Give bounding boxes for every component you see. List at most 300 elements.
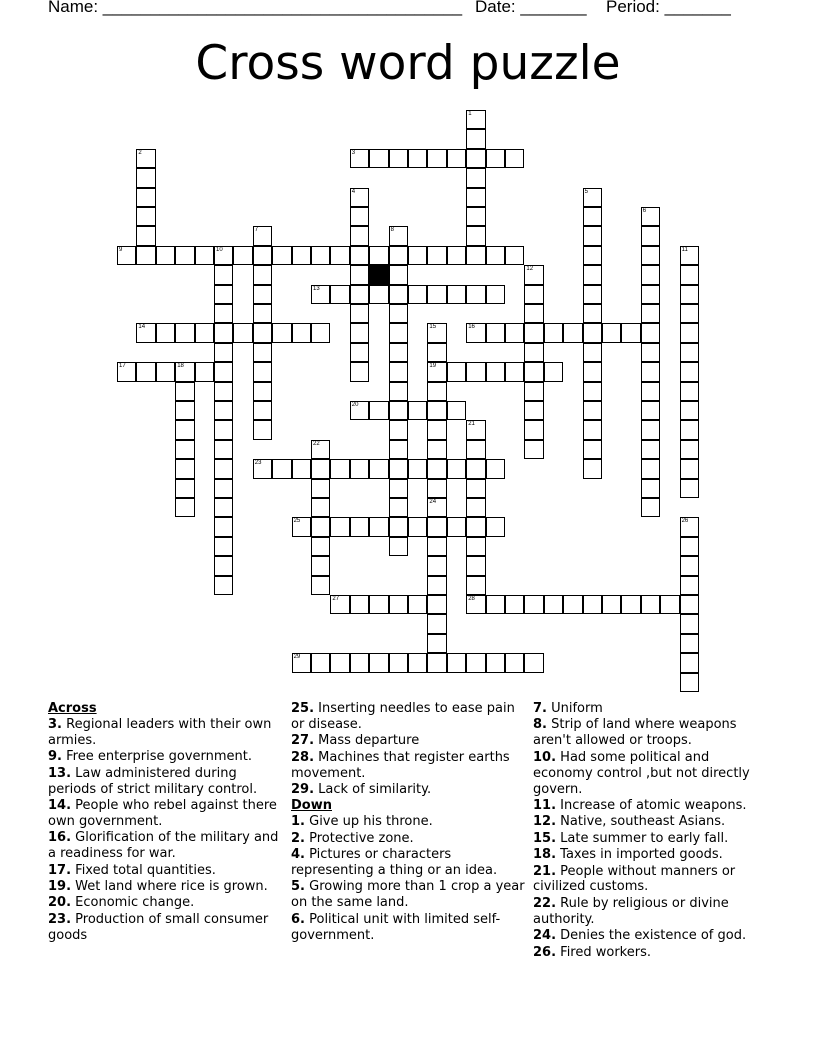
grid-cell[interactable] xyxy=(524,595,543,614)
grid-cell[interactable] xyxy=(505,246,524,265)
grid-cell[interactable] xyxy=(175,498,194,517)
grid-cell[interactable] xyxy=(641,207,660,226)
grid-cell[interactable] xyxy=(156,362,175,381)
grid-cell[interactable] xyxy=(408,459,427,478)
grid-cell[interactable] xyxy=(486,595,505,614)
grid-cell[interactable] xyxy=(214,517,233,536)
clue-text: Glorification of the military and a readiness for war. xyxy=(48,830,279,862)
grid-cell[interactable] xyxy=(311,498,330,517)
grid-cell[interactable] xyxy=(583,595,602,614)
grid-cell[interactable] xyxy=(389,226,408,245)
grid-cell[interactable] xyxy=(136,226,155,245)
grid-cell[interactable] xyxy=(389,440,408,459)
grid-cell[interactable] xyxy=(253,226,272,245)
grid-cell[interactable] xyxy=(214,304,233,323)
grid-cell[interactable] xyxy=(466,207,485,226)
grid-cell[interactable] xyxy=(253,246,272,265)
down-clue xyxy=(291,879,529,911)
clue-number: 21. xyxy=(533,863,557,879)
grid-cell[interactable] xyxy=(447,246,466,265)
grid-cell[interactable] xyxy=(427,595,446,614)
grid-cell[interactable] xyxy=(369,285,388,304)
grid-cell[interactable] xyxy=(156,246,175,265)
grid-cell[interactable] xyxy=(369,401,388,420)
grid-cell[interactable] xyxy=(466,517,485,536)
grid-cell[interactable] xyxy=(408,517,427,536)
grid-cell[interactable] xyxy=(311,653,330,672)
grid-cell[interactable] xyxy=(214,401,233,420)
grid-cell[interactable] xyxy=(311,576,330,595)
grid-cell[interactable] xyxy=(330,459,349,478)
grid-cell[interactable] xyxy=(350,149,369,168)
grid-cell[interactable] xyxy=(447,401,466,420)
grid-cell[interactable] xyxy=(253,323,272,342)
clue-number: 11. xyxy=(533,797,557,813)
grid-cell[interactable] xyxy=(117,362,136,381)
grid-cell[interactable] xyxy=(466,110,485,129)
grid-cell[interactable] xyxy=(175,401,194,420)
grid-cell[interactable] xyxy=(389,517,408,536)
grid-cell[interactable] xyxy=(641,304,660,323)
grid-cell[interactable] xyxy=(214,362,233,381)
grid-cell[interactable] xyxy=(214,343,233,362)
grid-cell[interactable] xyxy=(641,479,660,498)
grid-cell[interactable] xyxy=(641,420,660,439)
grid-cell[interactable] xyxy=(524,285,543,304)
grid-cell[interactable] xyxy=(350,265,369,284)
grid-cell[interactable] xyxy=(389,498,408,517)
grid-cell[interactable] xyxy=(486,323,505,342)
grid-cell[interactable] xyxy=(389,595,408,614)
grid-cell[interactable] xyxy=(427,459,446,478)
grid-cell[interactable] xyxy=(272,323,291,342)
grid-cell[interactable] xyxy=(195,362,214,381)
grid-cell[interactable] xyxy=(447,653,466,672)
clue-number: 5. xyxy=(291,879,305,895)
grid-cell[interactable] xyxy=(660,595,679,614)
grid-cell[interactable] xyxy=(408,246,427,265)
grid-cell[interactable] xyxy=(680,537,699,556)
grid-cell[interactable] xyxy=(253,362,272,381)
grid-cell[interactable] xyxy=(466,498,485,517)
grid-cell[interactable] xyxy=(466,556,485,575)
grid-cell[interactable] xyxy=(505,595,524,614)
grid-cell[interactable] xyxy=(389,304,408,323)
grid-cell[interactable] xyxy=(583,401,602,420)
grid-cell[interactable] xyxy=(524,420,543,439)
grid-cell[interactable] xyxy=(369,517,388,536)
grid-cell[interactable] xyxy=(466,576,485,595)
grid-cell[interactable] xyxy=(311,537,330,556)
grid-cell[interactable] xyxy=(427,382,446,401)
grid-cell[interactable] xyxy=(466,226,485,245)
grid-cell[interactable] xyxy=(680,673,699,692)
grid-cell[interactable] xyxy=(583,246,602,265)
grid-cell[interactable] xyxy=(680,653,699,672)
grid-cell[interactable] xyxy=(524,265,543,284)
grid-cell[interactable] xyxy=(583,207,602,226)
clue-number: 27 xyxy=(332,596,340,602)
grid-cell[interactable] xyxy=(680,634,699,653)
grid-cell[interactable] xyxy=(466,323,485,342)
grid-cell[interactable] xyxy=(330,653,349,672)
grid-cell[interactable] xyxy=(602,595,621,614)
grid-cell[interactable] xyxy=(389,537,408,556)
grid-cell[interactable] xyxy=(350,207,369,226)
grid-cell[interactable] xyxy=(369,246,388,265)
grid-cell[interactable] xyxy=(214,498,233,517)
grid-cell[interactable] xyxy=(466,362,485,381)
grid-cell[interactable] xyxy=(292,653,311,672)
grid-cell[interactable] xyxy=(136,168,155,187)
grid-cell[interactable] xyxy=(350,362,369,381)
grid-cell[interactable] xyxy=(253,459,272,478)
grid-cell[interactable] xyxy=(214,323,233,342)
grid-cell[interactable] xyxy=(466,285,485,304)
grid-cell[interactable] xyxy=(466,595,485,614)
grid-cell[interactable] xyxy=(292,246,311,265)
across-heading: Across xyxy=(48,701,97,716)
grid-cell[interactable] xyxy=(427,498,446,517)
grid-cell[interactable] xyxy=(486,149,505,168)
grid-cell[interactable] xyxy=(389,285,408,304)
grid-cell[interactable] xyxy=(427,440,446,459)
grid-cell[interactable] xyxy=(680,246,699,265)
grid-cell[interactable] xyxy=(641,401,660,420)
grid-cell[interactable] xyxy=(389,149,408,168)
grid-cell[interactable] xyxy=(369,459,388,478)
grid-cell[interactable] xyxy=(641,265,660,284)
grid-cell[interactable] xyxy=(680,479,699,498)
grid-cell[interactable] xyxy=(214,265,233,284)
grid-cell[interactable] xyxy=(272,459,291,478)
clue-number: 13. xyxy=(48,765,72,781)
grid-cell[interactable] xyxy=(680,401,699,420)
grid-cell[interactable] xyxy=(350,304,369,323)
grid-cell[interactable] xyxy=(583,420,602,439)
grid-cell[interactable] xyxy=(350,595,369,614)
grid-cell[interactable] xyxy=(427,362,446,381)
grid-cell[interactable] xyxy=(583,343,602,362)
grid-cell[interactable] xyxy=(680,304,699,323)
grid-cell[interactable] xyxy=(233,246,252,265)
grid-cell[interactable] xyxy=(408,401,427,420)
grid-cell[interactable] xyxy=(427,479,446,498)
grid-cell[interactable] xyxy=(427,420,446,439)
grid-cell[interactable] xyxy=(563,595,582,614)
grid-cell[interactable] xyxy=(427,246,446,265)
grid-cell[interactable] xyxy=(466,537,485,556)
grid-cell[interactable] xyxy=(389,382,408,401)
grid-cell[interactable] xyxy=(311,246,330,265)
clue-text: Denies the existence of god. xyxy=(556,928,747,944)
grid-cell[interactable] xyxy=(175,420,194,439)
grid-cell[interactable] xyxy=(311,459,330,478)
grid-cell[interactable] xyxy=(369,595,388,614)
grid-cell[interactable] xyxy=(350,323,369,342)
grid-cell[interactable] xyxy=(680,517,699,536)
across-clue xyxy=(48,879,286,895)
grid-cell[interactable] xyxy=(330,595,349,614)
grid-cell[interactable] xyxy=(156,323,175,342)
grid-cell[interactable] xyxy=(350,653,369,672)
grid-cell[interactable] xyxy=(311,440,330,459)
grid-cell[interactable] xyxy=(680,595,699,614)
grid-cell[interactable] xyxy=(466,149,485,168)
grid-cell[interactable] xyxy=(447,149,466,168)
grid-cell[interactable] xyxy=(389,479,408,498)
grid-cell[interactable] xyxy=(389,246,408,265)
grid-cell[interactable] xyxy=(486,362,505,381)
grid-cell[interactable] xyxy=(292,459,311,478)
grid-cell[interactable] xyxy=(408,149,427,168)
grid-cell[interactable] xyxy=(195,323,214,342)
grid-cell[interactable] xyxy=(214,459,233,478)
grid-cell[interactable] xyxy=(544,362,563,381)
grid-cell[interactable] xyxy=(136,362,155,381)
grid-cell[interactable] xyxy=(447,285,466,304)
grid-cell[interactable] xyxy=(505,323,524,342)
grid-cell[interactable] xyxy=(524,653,543,672)
grid-cell[interactable] xyxy=(175,440,194,459)
grid-cell[interactable] xyxy=(408,285,427,304)
grid-cell[interactable] xyxy=(524,382,543,401)
grid-cell[interactable] xyxy=(641,595,660,614)
grid-cell[interactable] xyxy=(466,168,485,187)
grid-cell[interactable] xyxy=(466,440,485,459)
grid-cell[interactable] xyxy=(583,188,602,207)
down-clue xyxy=(533,945,771,961)
grid-cell[interactable] xyxy=(524,362,543,381)
grid-cell[interactable] xyxy=(136,323,155,342)
grid-cell[interactable] xyxy=(350,285,369,304)
grid-cell[interactable] xyxy=(466,479,485,498)
grid-cell[interactable] xyxy=(621,323,640,342)
grid-cell[interactable] xyxy=(641,440,660,459)
grid-cell[interactable] xyxy=(641,323,660,342)
grid-cell[interactable] xyxy=(369,149,388,168)
grid-cell[interactable] xyxy=(350,517,369,536)
grid-cell[interactable] xyxy=(253,382,272,401)
grid-cell[interactable] xyxy=(466,459,485,478)
grid-cell[interactable] xyxy=(311,479,330,498)
grid-cell[interactable] xyxy=(214,420,233,439)
grid-cell[interactable] xyxy=(389,401,408,420)
clue-text: People who rebel against there own government. xyxy=(48,797,277,829)
grid-cell[interactable] xyxy=(641,343,660,362)
grid-cell[interactable] xyxy=(427,149,446,168)
grid-cell[interactable] xyxy=(641,498,660,517)
grid-cell[interactable] xyxy=(486,459,505,478)
grid-cell[interactable] xyxy=(175,362,194,381)
grid-cell[interactable] xyxy=(447,362,466,381)
grid-cell[interactable] xyxy=(214,576,233,595)
grid-cell[interactable] xyxy=(427,556,446,575)
grid-cell[interactable] xyxy=(427,537,446,556)
grid-cell[interactable] xyxy=(486,246,505,265)
grid-cell[interactable] xyxy=(680,614,699,633)
grid-cell[interactable] xyxy=(583,265,602,284)
grid-cell[interactable] xyxy=(602,323,621,342)
grid-cell[interactable] xyxy=(641,246,660,265)
grid-cell[interactable] xyxy=(389,362,408,381)
grid-cell[interactable] xyxy=(253,401,272,420)
grid-cell[interactable] xyxy=(427,343,446,362)
grid-cell[interactable] xyxy=(427,285,446,304)
grid-cell[interactable] xyxy=(641,382,660,401)
grid-cell[interactable] xyxy=(486,517,505,536)
grid-cell[interactable] xyxy=(136,188,155,207)
grid-cell[interactable] xyxy=(311,323,330,342)
grid-cell[interactable] xyxy=(214,246,233,265)
grid-cell[interactable] xyxy=(680,285,699,304)
grid-cell[interactable] xyxy=(253,304,272,323)
grid-cell[interactable] xyxy=(389,265,408,284)
grid-cell[interactable] xyxy=(447,459,466,478)
grid-cell[interactable] xyxy=(330,517,349,536)
grid-cell[interactable] xyxy=(195,246,214,265)
grid-cell[interactable] xyxy=(583,362,602,381)
grid-cell[interactable] xyxy=(427,323,446,342)
grid-cell[interactable] xyxy=(389,323,408,342)
grid-cell[interactable] xyxy=(427,614,446,633)
grid-cell[interactable] xyxy=(214,440,233,459)
grid-cell[interactable] xyxy=(350,188,369,207)
grid-cell[interactable] xyxy=(680,556,699,575)
grid-cell[interactable] xyxy=(408,595,427,614)
grid-cell[interactable] xyxy=(253,285,272,304)
grid-cell[interactable] xyxy=(427,517,446,536)
grid-cell[interactable] xyxy=(311,517,330,536)
grid-cell[interactable] xyxy=(447,517,466,536)
grid-cell[interactable] xyxy=(583,285,602,304)
grid-cell[interactable] xyxy=(292,517,311,536)
grid-cell[interactable] xyxy=(466,420,485,439)
grid-cell[interactable] xyxy=(136,149,155,168)
grid-cell[interactable] xyxy=(389,343,408,362)
grid-cell[interactable] xyxy=(408,653,427,672)
grid-cell[interactable] xyxy=(505,362,524,381)
grid-cell[interactable] xyxy=(214,537,233,556)
grid-cell[interactable] xyxy=(680,323,699,342)
grid-cell[interactable] xyxy=(253,343,272,362)
across-clue xyxy=(48,863,286,879)
grid-cell[interactable] xyxy=(621,595,640,614)
grid-cell[interactable] xyxy=(544,323,563,342)
grid-cell[interactable] xyxy=(524,440,543,459)
grid-cell[interactable] xyxy=(524,304,543,323)
grid-cell[interactable] xyxy=(583,382,602,401)
grid-cell[interactable] xyxy=(524,401,543,420)
grid-cell[interactable] xyxy=(330,246,349,265)
grid-cell[interactable] xyxy=(311,556,330,575)
grid-cell[interactable] xyxy=(175,479,194,498)
grid-cell[interactable] xyxy=(427,634,446,653)
grid-cell[interactable] xyxy=(583,440,602,459)
down-clue xyxy=(291,831,529,847)
grid-cell[interactable] xyxy=(350,226,369,245)
grid-cell[interactable] xyxy=(350,459,369,478)
grid-cell[interactable] xyxy=(214,382,233,401)
grid-cell[interactable] xyxy=(253,265,272,284)
name-field[interactable]: Name: ______________________________________ xyxy=(48,0,463,16)
clue-number: 17 xyxy=(119,363,126,370)
grid-cell[interactable] xyxy=(175,323,194,342)
grid-cell[interactable] xyxy=(680,382,699,401)
grid-cell[interactable] xyxy=(680,343,699,362)
grid-cell[interactable] xyxy=(389,653,408,672)
grid-cell[interactable] xyxy=(292,323,311,342)
grid-cell[interactable] xyxy=(214,479,233,498)
grid-cell[interactable] xyxy=(350,401,369,420)
grid-cell[interactable] xyxy=(466,129,485,148)
grid-cell[interactable] xyxy=(214,556,233,575)
grid-cell[interactable] xyxy=(330,285,349,304)
down-clue xyxy=(291,912,529,944)
grid-cell[interactable] xyxy=(486,653,505,672)
grid-cell[interactable] xyxy=(680,265,699,284)
grid-cell[interactable] xyxy=(680,459,699,478)
grid-cell[interactable] xyxy=(563,323,582,342)
period-field[interactable]: Period: _______ xyxy=(606,0,731,16)
grid-cell[interactable] xyxy=(136,207,155,226)
grid-cell[interactable] xyxy=(583,323,602,342)
grid-cell[interactable] xyxy=(350,246,369,265)
grid-cell[interactable] xyxy=(505,653,524,672)
grid-cell[interactable] xyxy=(272,246,291,265)
clue-number: 7 xyxy=(254,227,259,234)
grid-cell[interactable] xyxy=(680,440,699,459)
grid-cell[interactable] xyxy=(680,362,699,381)
date-field[interactable]: Date: _______ xyxy=(475,0,587,16)
grid-cell[interactable] xyxy=(583,226,602,245)
grid-cell[interactable] xyxy=(253,420,272,439)
grid-cell[interactable] xyxy=(641,362,660,381)
grid-cell[interactable] xyxy=(466,653,485,672)
grid-cell[interactable] xyxy=(680,576,699,595)
grid-cell[interactable] xyxy=(544,595,563,614)
grid-cell[interactable] xyxy=(175,246,194,265)
grid-cell[interactable] xyxy=(389,420,408,439)
grid-cell[interactable] xyxy=(214,285,233,304)
clue-text: Late summer to early fall. xyxy=(556,830,729,846)
grid-cell[interactable] xyxy=(466,188,485,207)
grid-cell[interactable] xyxy=(369,653,388,672)
grid-cell[interactable] xyxy=(117,246,136,265)
grid-cell[interactable] xyxy=(641,459,660,478)
grid-cell[interactable] xyxy=(641,226,660,245)
grid-cell[interactable] xyxy=(233,323,252,342)
grid-cell[interactable] xyxy=(427,576,446,595)
grid-cell[interactable] xyxy=(389,459,408,478)
grid-cell[interactable] xyxy=(524,343,543,362)
grid-cell[interactable] xyxy=(641,285,660,304)
grid-cell[interactable] xyxy=(583,304,602,323)
grid-cell[interactable] xyxy=(524,323,543,342)
grid-cell[interactable] xyxy=(466,246,485,265)
grid-cell[interactable] xyxy=(175,382,194,401)
grid-cell[interactable] xyxy=(136,246,155,265)
grid-cell[interactable] xyxy=(427,653,446,672)
grid-cell[interactable] xyxy=(175,459,194,478)
grid-cell[interactable] xyxy=(583,459,602,478)
grid-cell[interactable] xyxy=(427,401,446,420)
grid-cell[interactable] xyxy=(311,285,330,304)
grid-cell[interactable] xyxy=(505,149,524,168)
grid-cell[interactable] xyxy=(680,420,699,439)
grid-cell[interactable] xyxy=(486,285,505,304)
grid-cell[interactable] xyxy=(350,343,369,362)
